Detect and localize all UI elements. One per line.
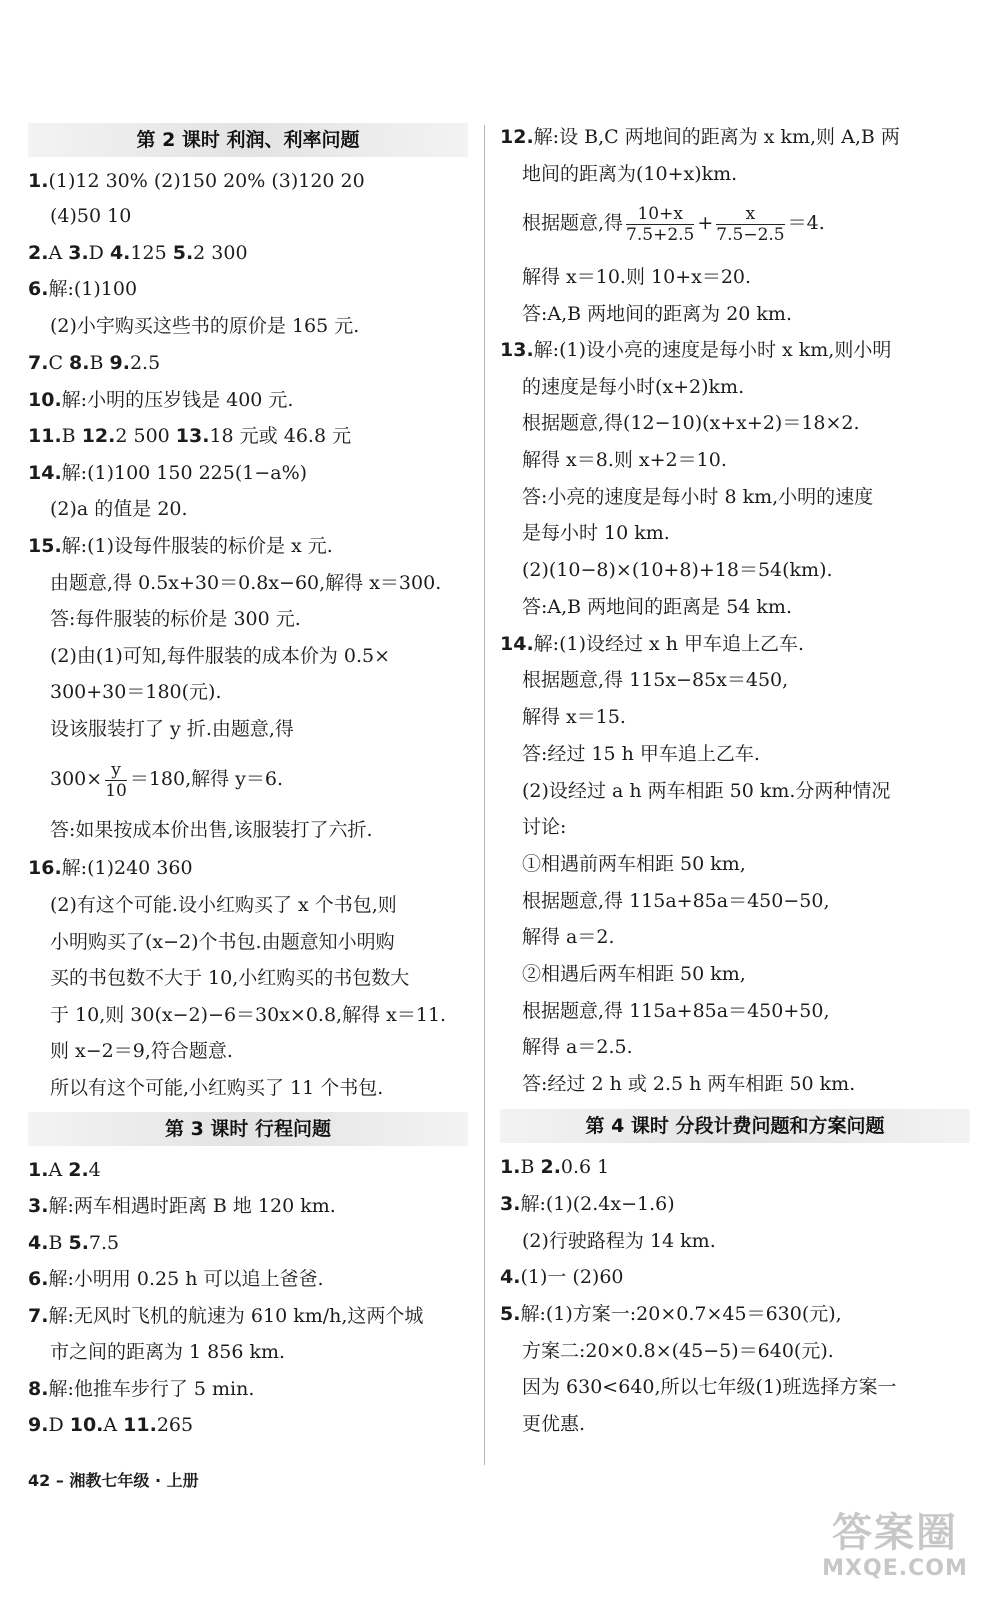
fraction-denominator: 7.5+2.5: [626, 224, 695, 245]
page-footer: 42 – 湘教七年级 · 上册: [28, 1471, 199, 1490]
question-number: 10.: [69, 1414, 104, 1436]
answer-text: 265: [156, 1414, 194, 1436]
question-number: 1.: [28, 170, 49, 192]
answer-12-line: 答:A,B 两地间的距离为 20 km.: [522, 303, 792, 325]
answer-text: 2.5: [129, 352, 161, 374]
answer-13-line: 答:A,B 两地间的距离是 54 km.: [522, 596, 792, 618]
answer-p8: [28, 1372, 498, 1406]
answer-14-line: 根据题意,得 115a+85a＝450−50,: [522, 890, 830, 912]
watermark-brand: 答案圈: [832, 1510, 958, 1556]
question-number: 1.: [28, 1159, 49, 1181]
answer-14-line: 根据题意,得 115x−85x＝450,: [522, 669, 789, 691]
fraction-numerator: 10+x: [626, 204, 694, 225]
answer-14-line: 答:经过 15 h 甲车追上乙车.: [522, 743, 760, 765]
fraction: [626, 204, 694, 245]
answer-14-cont: (2)a 的值是 20.: [50, 498, 188, 520]
answer-text: 0.6 1: [560, 1156, 610, 1178]
question-number: 2.: [68, 1159, 89, 1181]
answer-text: 解:(1)方案一:20×0.7×45＝630(元),: [520, 1303, 842, 1325]
question-number: 16.: [28, 857, 62, 879]
answer-15-line: 答:每件服装的标价是 300 元.: [50, 608, 301, 630]
answer-text: 125: [130, 242, 173, 264]
answer-text: (1)12 30% (2)150 20% (3)120 20: [48, 170, 365, 192]
fraction: [105, 760, 127, 801]
answer-15-line: 300+30＝180(元).: [50, 681, 222, 703]
answer-n3: [500, 1187, 970, 1221]
answer-text: B: [89, 352, 110, 374]
answer-14-line: 解得 a＝2.: [522, 926, 615, 948]
answer-text: 解:无风时飞机的航速为 610 km/h,这两个城: [48, 1305, 424, 1327]
question-number: 6.: [28, 1268, 49, 1290]
answer-text: (1)一 (2)60: [520, 1266, 624, 1288]
question-number: 13.: [500, 339, 534, 361]
answer-13-line: 答:小亮的速度是每小时 8 km,小明的速度: [522, 486, 874, 508]
answer-15: [28, 529, 498, 563]
answer-p4-5: [28, 1226, 498, 1260]
answer-16-line: 小明购买了(x−2)个书包.由题意知小明购: [50, 931, 395, 953]
answer-16-line: 买的书包数不大于 10,小红购买的书包数大: [50, 967, 410, 989]
answer-text: ＝180,解得 y＝6.: [129, 768, 284, 790]
watermark-url: MXQE.COM: [822, 1556, 968, 1581]
question-number: 12.: [500, 126, 534, 148]
answer-15-fraction-line: [28, 756, 498, 802]
question-number: 4.: [109, 242, 131, 264]
answer-14: [28, 456, 498, 490]
question-number: 13.: [175, 425, 210, 447]
question-number: 12.: [81, 425, 116, 447]
answer-10: [28, 383, 498, 417]
answer-text: C: [48, 352, 70, 374]
answer-n5-line: 方案二:20×0.8×(45−5)＝640(元).: [522, 1340, 834, 1362]
answer-2-5: [28, 236, 498, 270]
answer-13-line: 是每小时 10 km.: [522, 522, 670, 544]
answer-text: 解:(1)设小亮的速度是每小时 x km,则小明: [533, 339, 892, 361]
fraction-denominator: 10: [105, 780, 127, 801]
answer-text: B: [48, 1232, 69, 1254]
fraction-numerator: x: [716, 204, 784, 225]
fraction: [716, 204, 784, 245]
answer-16: [28, 851, 498, 885]
answer-text: D: [88, 242, 110, 264]
answer-p1-2: [28, 1153, 498, 1187]
answer-15-line: 由题意,得 0.5x+30＝0.8x−60,解得 x＝300.: [50, 572, 442, 594]
question-number: 15.: [28, 535, 62, 557]
answer-text: A: [103, 1414, 124, 1436]
answer-text: B: [61, 425, 82, 447]
answer-text: 解:两车相遇时距离 B 地 120 km.: [48, 1195, 336, 1217]
answer-14-line: 答:经过 2 h 或 2.5 h 两车相距 50 km.: [522, 1073, 856, 1095]
answer-text: 解:(1)设经过 x h 甲车追上乙车.: [533, 633, 805, 655]
answer-n5-line: 更优惠.: [522, 1413, 586, 1435]
question-number: 3.: [500, 1193, 521, 1215]
fraction-numerator: y: [105, 760, 127, 781]
answer-n5: [500, 1297, 970, 1331]
answer-6: [28, 272, 498, 306]
question-number: 14.: [500, 633, 534, 655]
question-number: 9.: [109, 352, 130, 374]
answer-text: 4: [88, 1159, 101, 1181]
answer-12-line: 解得 x＝10.则 10+x＝20.: [522, 266, 752, 288]
answer-14-line: ①相遇前两车相距 50 km,: [522, 853, 746, 875]
answer-p7-cont: 市之间的距离为 1 856 km.: [50, 1341, 286, 1363]
answer-14-line: 讨论:: [522, 816, 567, 838]
answer-text: 2 300: [193, 242, 248, 264]
answer-14-line: 解得 a＝2.5.: [522, 1036, 633, 1058]
answer-text: 18 元或 46.8 元: [209, 425, 352, 447]
answer-14-line: 根据题意,得 115a+85a＝450+50,: [522, 1000, 830, 1022]
answer-12-line: 地间的距离为(10+x)km.: [522, 163, 738, 185]
answer-text: A: [48, 242, 69, 264]
answer-14-line: 解得 x＝15.: [522, 706, 626, 728]
question-number: 7.: [28, 352, 49, 374]
answer-15-line: 答:如果按成本价出售,该服装打了六折.: [50, 819, 373, 841]
fraction-denominator: 7.5−2.5: [716, 224, 785, 245]
question-number: 4.: [28, 1232, 49, 1254]
question-number: 4.: [500, 1266, 521, 1288]
plus-sign: +: [697, 212, 714, 234]
answer-text: 解:(1)100: [48, 278, 138, 300]
question-number: 9.: [28, 1414, 49, 1436]
question-number: 1.: [500, 1156, 521, 1178]
section-title-lesson-4: 第 4 课时 分段计费问题和方案问题: [500, 1109, 970, 1143]
answer-1-cont: (4)50 10: [50, 205, 132, 227]
answer-1: [28, 164, 498, 198]
answer-text: 根据题意,得: [522, 212, 624, 234]
answer-text: 解:小明的压岁钱是 400 元.: [61, 389, 294, 411]
answer-16-line: 则 x−2＝9,符合题意.: [50, 1040, 233, 1062]
answer-13: [500, 333, 970, 367]
answer-text: 解:(1)(2.4x−1.6): [520, 1193, 675, 1215]
answer-p9-11: [28, 1408, 498, 1442]
question-number: 7.: [28, 1305, 49, 1327]
answer-text: 解:(1)设每件服装的标价是 x 元.: [61, 535, 333, 557]
question-number: 3.: [28, 1195, 49, 1217]
section-title-lesson-2: 第 2 课时 利润、利率问题: [28, 123, 468, 157]
answer-n5-line: 因为 630<640,所以七年级(1)班选择方案一: [522, 1376, 897, 1398]
answer-12: [500, 120, 970, 154]
answer-6-cont: (2)小宇购买这些书的原价是 165 元.: [50, 315, 360, 337]
answer-16-line: (2)有这个可能.设小红购买了 x 个书包,则: [50, 894, 397, 916]
answer-p3: [28, 1189, 498, 1223]
answer-11-13: [28, 419, 498, 453]
answer-13-line: (2)(10−8)×(10+8)+18＝54(km).: [522, 559, 833, 581]
answer-13-line: 根据题意,得(12−10)(x+x+2)＝18×2.: [522, 412, 860, 434]
question-number: 2.: [540, 1156, 561, 1178]
question-number: 6.: [28, 278, 49, 300]
answer-text: 解:(1)240 360: [61, 857, 193, 879]
answer-text: 解:设 B,C 两地间的距离为 x km,则 A,B 两: [533, 126, 900, 148]
answer-15-line: (2)由(1)可知,每件服装的成本价为 0.5×: [50, 645, 391, 667]
answer-text: 解:小明用 0.25 h 可以追上爸爸.: [48, 1268, 324, 1290]
answer-text: 7.5: [88, 1232, 120, 1254]
question-number: 11.: [123, 1414, 157, 1436]
answer-12-fraction-line: [500, 200, 970, 246]
question-number: 5.: [68, 1232, 89, 1254]
answer-text: 解:(1)100 150 225(1−a%): [61, 462, 308, 484]
answer-14-line: ②相遇后两车相距 50 km,: [522, 963, 746, 985]
answer-n3-cont: (2)行驶路程为 14 km.: [522, 1230, 716, 1252]
question-number: 5.: [172, 242, 194, 264]
question-number: 3.: [68, 242, 89, 264]
answer-16-line: 所以有这个可能,小红购买了 11 个书包.: [50, 1077, 384, 1099]
answer-text: A: [48, 1159, 69, 1181]
answer-text: ＝4.: [787, 212, 825, 234]
answer-13-line: 的速度是每小时(x+2)km.: [522, 376, 745, 398]
question-number: 11.: [28, 425, 62, 447]
question-number: 5.: [500, 1303, 521, 1325]
section-title-lesson-3: 第 3 课时 行程问题: [28, 1112, 468, 1146]
question-number: 14.: [28, 462, 62, 484]
answer-15-line: 设该服装打了 y 折.由题意,得: [50, 718, 294, 740]
answer-text: 解:他推车步行了 5 min.: [48, 1378, 255, 1400]
answer-13-line: 解得 x＝8.则 x+2＝10.: [522, 449, 727, 471]
watermark: [810, 1510, 980, 1590]
answer-text: 2 500: [115, 425, 176, 447]
answer-7-9: [28, 346, 498, 380]
answer-16-line: 于 10,则 30(x−2)−6＝30x×0.8,解得 x＝11.: [50, 1004, 447, 1026]
answer-text: 300×: [50, 768, 103, 790]
question-number: 2.: [28, 242, 49, 264]
answer-text: B: [520, 1156, 541, 1178]
question-number: 8.: [28, 1378, 49, 1400]
answer-p6: [28, 1262, 498, 1296]
question-number: 10.: [28, 389, 62, 411]
question-number: 8.: [69, 352, 90, 374]
answer-n4: [500, 1260, 970, 1294]
answer-n1-2: [500, 1150, 970, 1184]
answer-p7: [28, 1299, 498, 1333]
answer-14: [500, 627, 970, 661]
answer-14-line: (2)设经过 a h 两车相距 50 km.分两种情况: [522, 780, 891, 802]
answer-text: D: [48, 1414, 70, 1436]
